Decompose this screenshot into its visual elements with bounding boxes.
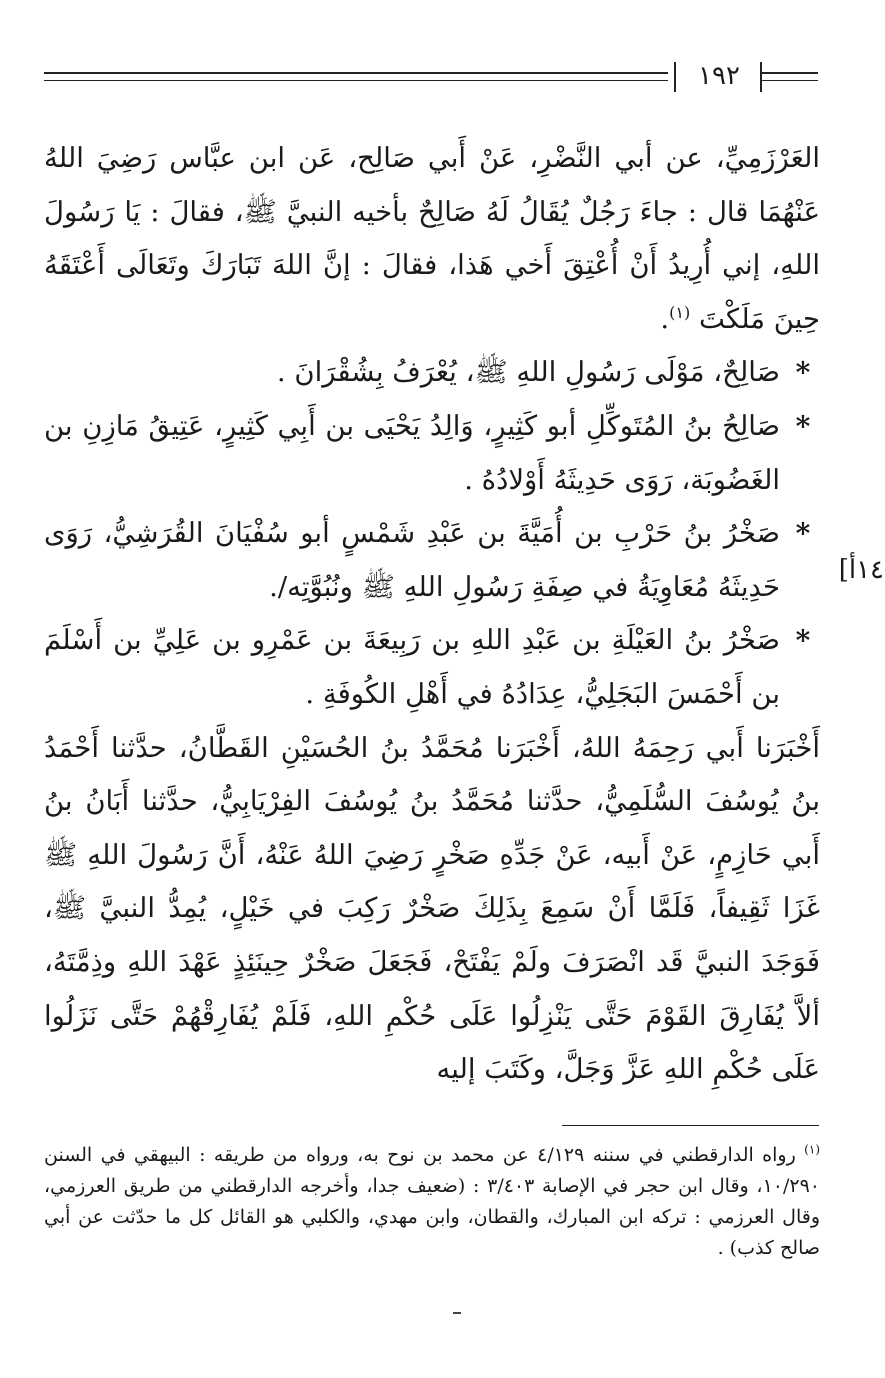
footnote-marker: (١)	[804, 1142, 820, 1157]
entry-text: صَالِحٌ، مَوْلَى رَسُولِ اللهِ ﷺ، يُعْرَفُ بِشُقْرَانَ .	[276, 356, 780, 389]
footnote-1	[44, 1140, 820, 1264]
entry-star-marker: *	[795, 624, 811, 658]
entry-star-marker: *	[795, 517, 811, 551]
page-number: ١٩٢	[698, 61, 740, 91]
header-rule-left	[44, 72, 668, 81]
entry-text: صَخْرُ بنُ حَرْبِ بن أُمَيَّةَ بن عَبْدِ شَمْسٍ أبو سُفْيَانَ القُرَشِيُّ، رَوَى حَدِيثَهُ مُعَاوِيَةُ في صِفَةِ رَسُولِ اللهِ ﷺ ونُبُوَّتِه/.	[44, 517, 780, 603]
opening-text: العَرْزَمِيِّ، عن أبي النَّضْرِ، عَنْ أَبي صَالِح، عَن ابن عبَّاس رَضِيَ اللهُ عَنْهُمَا قال : جاءَ رَجُلٌ يُقَالُ لَهُ صَالِحٌ بأخيه النبيَّ ﷺ، فقالَ : يَا رَسُولَ اللهِ، إني أُرِيدُ أَنْ أُعْتِقَ أَخي هَذا، فقالَ : إنَّ اللهَ تَبَارَكَ وتَعَالَى أَعْتَقَهُ حِينَ مَلَكْتَ	[44, 142, 820, 335]
margin-folio-note: ١٤أ]	[838, 555, 884, 585]
bottom-dash-mark	[453, 1312, 461, 1314]
entry-saleh-mutawakkil	[44, 400, 820, 507]
entry-saleh-mawla	[44, 346, 820, 400]
entry-text: صَخْرُ بنُ العَيْلَةِ بن عَبْدِ اللهِ بن رَبِيعَةَ بن عَمْرِو بن عَلِيِّ بن أَسْلَمَ بن أَحْمَسَ البَجَلِيُّ، عِدَادُهُ في أَهْلِ الكُوفَةِ .	[44, 624, 780, 710]
header-bar-left	[674, 62, 676, 92]
main-text	[44, 132, 820, 1097]
footnote-separator	[562, 1125, 819, 1126]
entry-star-marker: *	[795, 409, 811, 443]
entry-star-marker: *	[795, 356, 811, 390]
header-rule-right	[760, 72, 818, 81]
opening-end: .	[660, 302, 670, 335]
opening-paragraph	[44, 132, 820, 346]
entry-sakhr-ayla	[44, 614, 820, 721]
footnotes	[44, 1140, 820, 1264]
hadith-paragraph: أَخْبَرَنا أَبي رَحِمَهُ اللهُ، أَخْبَرَنا مُحَمَّدُ بنُ الحُسَيْنِ القَطَّانُ، حدَّثنا أَحْمَدُ بنُ يُوسُفَ السُّلَمِيُّ، حدَّثنا مُحَمَّدُ بنُ يُوسُفَ الفِرْيَابِيُّ، حدَّثنا أَبَانُ بنُ أَبي حَازِمٍ، عَنْ أَبيه، عَنْ جَدِّهِ صَخْرٍ رَضِيَ اللهُ عَنْهُ، أَنَّ رَسُولَ اللهِ ﷺ غَزَا ثَقِيفاً، فَلَمَّا أَنْ سَمِعَ بِذَلِكَ صَخْرٌ رَكِبَ في خَيْلٍ، يُمِدُّ النبيَّ ﷺ، فَوَجَدَ النبيَّ قَد انْصَرَفَ ولَمْ يَفْتَحْ، فَجَعَلَ صَخْرٌ حِينَئِذٍ عَهْدَ اللهِ وذِمَّتَهُ، ألاَّ يُفَارِقَ القَوْمَ حَتَّى يَنْزِلُوا عَلَى حُكْمِ اللهِ، فَلَمْ يُفَارِقْهُمْ حَتَّى نَزَلُوا عَلَى حُكْمِ اللهِ عَزَّ وَجَلَّ، وكَتَبَ إليه	[44, 731, 820, 1086]
footnote-reference: (١)	[669, 302, 691, 322]
page-header	[44, 58, 818, 98]
footnote-text: رواه الدارقطني في سننه ٤/١٢٩ عن محمد بن نوح به، ورواه من طريقه : البيهقي في السنن ١٠/٢٩٠، وقال ابن حجر في الإصابة ٣/٤٠٣ : (ضعيف جدا، وأخرجه الدارقطني من طريق العرزمي، وقال العرزمي : تركه ابن المبارك، والقطان، وابن مهدي، والكلبي هو القائل كل ما حدّثت عن أبي صالح كذب) .	[44, 1144, 820, 1259]
entry-text: صَالِحُ بنُ المُتَوكِّلِ أبو كَثِيرٍ، وَالِدُ يَحْيَى بن أَبِي كَثِيرٍ، عَتِيقُ مَازِنِ بن الغَضُوبَة، رَوَى حَدِيثَهُ أَوْلادُهُ .	[44, 409, 780, 496]
entry-sakhr-harb	[44, 507, 820, 614]
